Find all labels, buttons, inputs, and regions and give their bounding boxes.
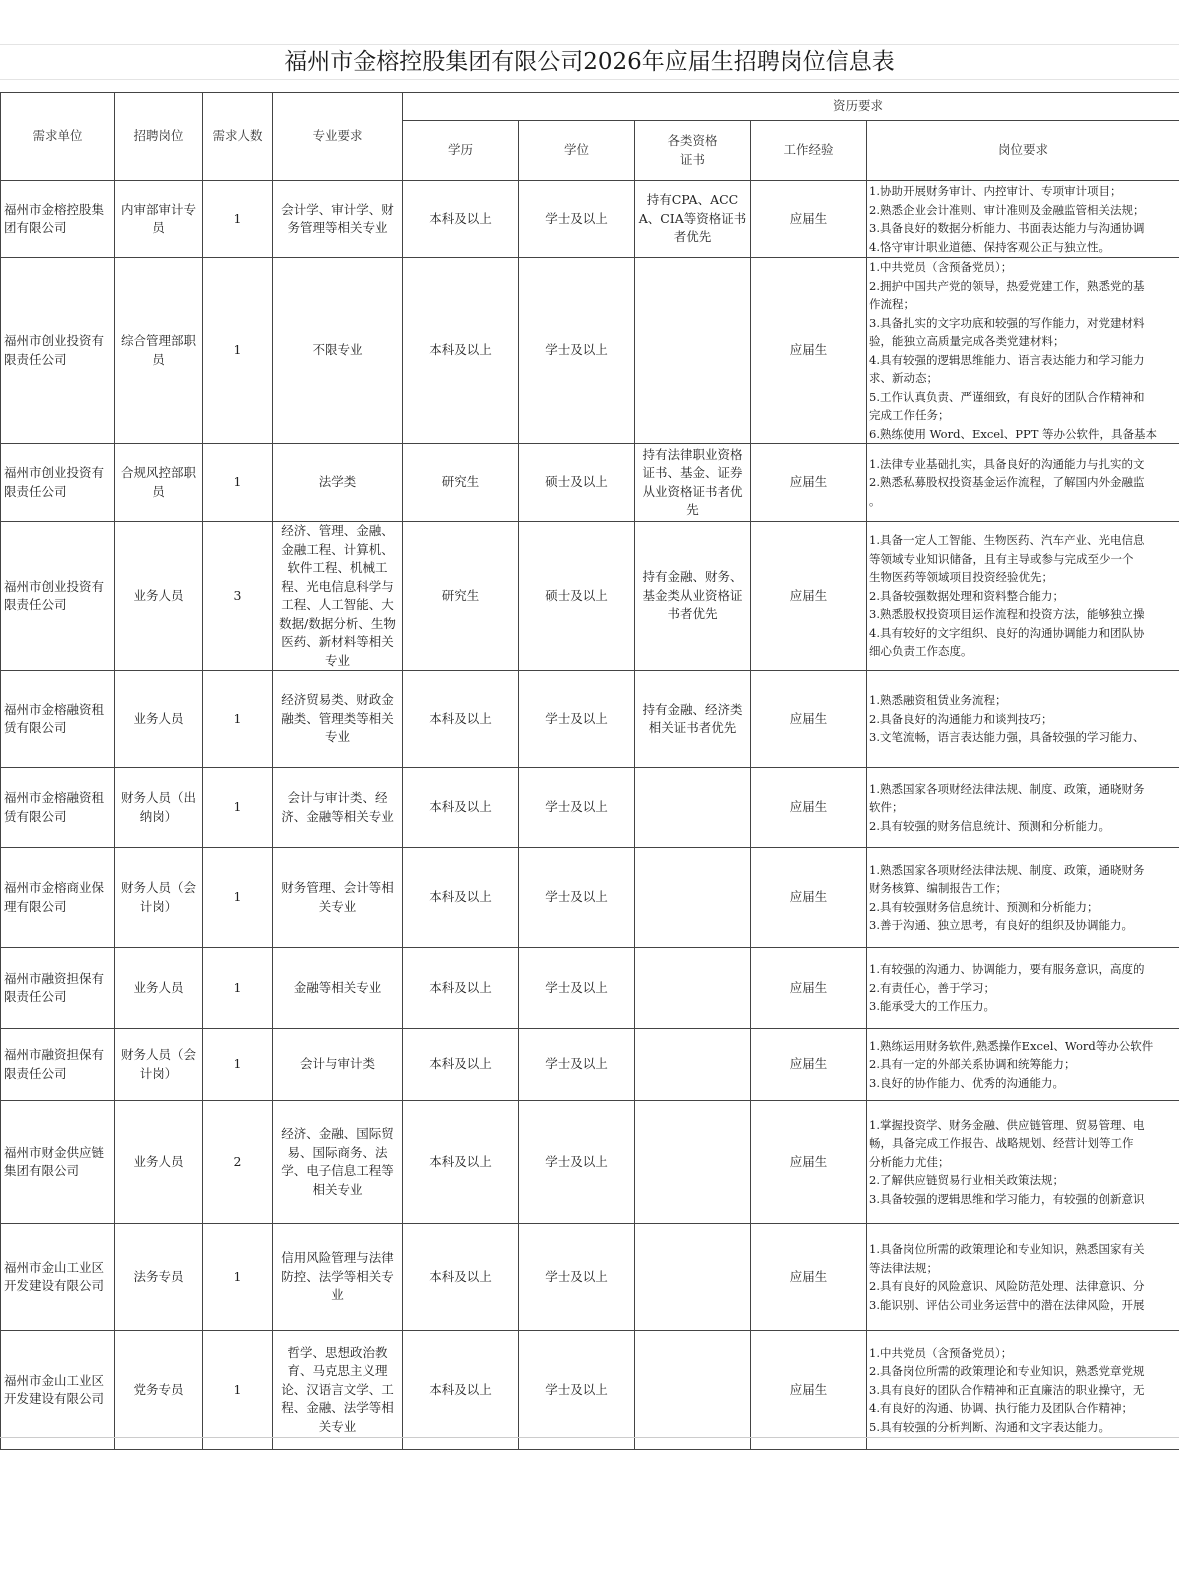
cell-experience: 应届生 — [751, 948, 867, 1029]
requirement-line: 4.具有较好的文字组织、良好的沟通协调能力和团队协 — [869, 625, 1145, 640]
requirement-line: 。 — [869, 493, 881, 508]
cell-major: 金融等相关专业 — [273, 948, 403, 1029]
cell-position: 综合管理部职员 — [115, 258, 203, 444]
page-title: 福州市金榕控股集团有限公司2026年应届生招聘岗位信息表 — [284, 49, 895, 75]
table-row — [1, 1224, 1179, 1331]
cell-count: 1 — [203, 181, 273, 258]
cell-unit: 福州市金山工业区开发建设有限公司 — [1, 1224, 115, 1331]
cell-education: 本科及以上 — [403, 1029, 519, 1101]
table-row — [1, 181, 1179, 258]
cell-position: 财务人员（出纳岗） — [115, 768, 203, 848]
cell-requirements — [867, 671, 1179, 768]
requirement-line: 1.熟练运用财务软件,熟悉操作Excel、Word等办公软件 — [869, 1038, 1154, 1053]
requirement-line: 3.熟悉股权投资项目运作流程和投资方法，能够独立操 — [869, 607, 1145, 622]
cell-count: 1 — [203, 1029, 273, 1101]
requirement-line: 细心负责工作态度。 — [869, 644, 973, 659]
cell-position: 党务专员 — [115, 1331, 203, 1450]
requirement-line: 1.中共党员（含预备党员）； — [869, 1345, 1013, 1360]
cell-education: 本科及以上 — [403, 948, 519, 1029]
cell-certificate: 持有金融、财务、基金类从业资格证书者优先 — [635, 522, 751, 671]
table-row — [1, 768, 1179, 848]
requirement-line: 等领域专业知识储备，且有主导或参与完成至少一个 — [869, 551, 1134, 566]
header-experience: 工作经验 — [751, 121, 867, 181]
table-row — [1, 671, 1179, 768]
requirement-line: 2.具有一定的外部关系协调和统筹能力； — [869, 1057, 1076, 1072]
cell-education: 本科及以上 — [403, 181, 519, 258]
cell-degree: 学士及以上 — [519, 181, 635, 258]
cell-education: 本科及以上 — [403, 671, 519, 768]
cell-count: 1 — [203, 768, 273, 848]
table-row — [1, 258, 1179, 444]
cell-experience: 应届生 — [751, 768, 867, 848]
requirement-line: 2.具有较强财务信息统计、预测和分析能力； — [869, 899, 1099, 914]
cell-degree: 学士及以上 — [519, 671, 635, 768]
cell-major: 不限专业 — [273, 258, 403, 444]
header-major: 专业要求 — [273, 93, 403, 181]
cell-requirements — [867, 444, 1179, 522]
cell-major: 经济、金融、国际贸易、国际商务、法学、电子信息工程等相关专业 — [273, 1101, 403, 1224]
requirement-line: 1.熟悉融资租赁业务流程； — [869, 693, 1007, 708]
cell-unit: 福州市金榕商业保理有限公司 — [1, 848, 115, 948]
cell-degree: 硕士及以上 — [519, 444, 635, 522]
cell-experience: 应届生 — [751, 848, 867, 948]
cell-experience: 应届生 — [751, 522, 867, 671]
requirement-line: 2.具备较强数据处理和资料整合能力； — [869, 588, 1064, 603]
cell-count: 1 — [203, 258, 273, 444]
cell-unit: 福州市金榕融资租赁有限公司 — [1, 671, 115, 768]
requirement-line: 2.具有良好的风险意识、风险防范处理、法律意识、分 — [869, 1279, 1145, 1293]
cell-position: 财务人员（会计岗） — [115, 1029, 203, 1101]
job-table — [0, 92, 1179, 1450]
requirement-line: 3.具备较强的逻辑思维和学习能力，有较强的创新意识 — [869, 1191, 1145, 1206]
requirement-line: 2.熟悉企业会计准则、审计准则及金融监管相关法规； — [869, 202, 1145, 217]
requirement-line: 6.熟练使用 Word、Excel、PPT 等办公软件，具备基本 — [869, 426, 1158, 441]
cell-requirements — [867, 1101, 1179, 1224]
table-row — [1, 848, 1179, 948]
cell-certificate — [635, 1029, 751, 1101]
cell-unit: 福州市金山工业区开发建设有限公司 — [1, 1331, 115, 1450]
cell-requirements — [867, 522, 1179, 671]
cell-education: 本科及以上 — [403, 258, 519, 444]
cell-requirements — [867, 1331, 1179, 1450]
cell-unit: 福州市创业投资有限责任公司 — [1, 258, 115, 444]
cell-certificate — [635, 768, 751, 848]
cell-count: 3 — [203, 522, 273, 671]
cell-certificate — [635, 258, 751, 444]
cell-certificate — [635, 1331, 751, 1450]
cell-experience: 应届生 — [751, 1029, 867, 1101]
table-row — [1, 1029, 1179, 1101]
cell-count: 1 — [203, 1224, 273, 1331]
cell-unit: 福州市融资担保有限责任公司 — [1, 1029, 115, 1101]
cell-education: 本科及以上 — [403, 1101, 519, 1224]
cell-requirements — [867, 181, 1179, 258]
cell-unit: 福州市创业投资有限责任公司 — [1, 444, 115, 522]
cell-major: 会计与审计类、经济、金融等相关专业 — [273, 768, 403, 848]
cell-degree: 学士及以上 — [519, 258, 635, 444]
cell-degree: 学士及以上 — [519, 948, 635, 1029]
header-count: 需求人数 — [203, 93, 273, 181]
cell-major: 财务管理、会计等相关专业 — [273, 848, 403, 948]
requirement-line: 2.了解供应链贸易行业相关政策法规； — [869, 1173, 1064, 1188]
cell-requirements — [867, 1029, 1179, 1101]
cell-degree: 学士及以上 — [519, 1101, 635, 1224]
requirement-line: 软件； — [869, 800, 904, 815]
requirement-line: 4.具有较强的逻辑思维能力、语言表达能力和学习能力 — [869, 352, 1145, 367]
requirement-line: 1.有较强的沟通力、协调能力，要有服务意识，高度的 — [869, 962, 1145, 977]
cell-experience: 应届生 — [751, 1101, 867, 1224]
requirement-line: 4.有良好的沟通、协调、执行能力及团队合作精神； — [869, 1401, 1133, 1416]
cell-experience: 应届生 — [751, 1224, 867, 1331]
requirement-line: 1.熟悉国家各项财经法律法规、制度、政策，通晓财务 — [869, 862, 1145, 877]
requirement-line: 5.工作认真负责、严谨细致，有良好的团队合作精神和 — [869, 389, 1145, 404]
cell-major: 经济、管理、金融、金融工程、计算机、软件工程、机械工程、光电信息科学与工程、人工智能、大数据/数据分析、生物医药、新材料等相关专业 — [273, 522, 403, 671]
cell-experience: 应届生 — [751, 181, 867, 258]
table-row — [1, 444, 1179, 522]
cell-education: 研究生 — [403, 444, 519, 522]
cell-position: 业务人员 — [115, 1101, 203, 1224]
cell-requirements — [867, 1224, 1179, 1331]
requirement-line: 3.具备良好的数据分析能力、书面表达能力与沟通协调 — [869, 221, 1145, 235]
requirement-line: 2.拥护中国共产党的领导，热爱党建工作，熟悉党的基 — [869, 278, 1145, 293]
cell-experience: 应届生 — [751, 444, 867, 522]
cell-count: 1 — [203, 444, 273, 522]
requirement-line: 1.熟悉国家各项财经法律法规、制度、政策，通晓财务 — [869, 781, 1145, 796]
cell-education: 本科及以上 — [403, 1331, 519, 1450]
cell-certificate — [635, 848, 751, 948]
requirement-line: 求、新动态； — [869, 371, 938, 385]
cell-count: 1 — [203, 948, 273, 1029]
requirement-line: 3.具有良好的团队合作精神和正直廉洁的职业操守，无 — [869, 1382, 1145, 1397]
requirement-line: 1.中共党员（含预备党员）； — [869, 260, 1013, 274]
requirement-line: 1.掌握投资学、财务金融、供应链管理、贸易管理、电 — [869, 1117, 1145, 1132]
table-row — [1, 1331, 1179, 1450]
requirement-line: 畅，具备完成工作报告、战略规划、经营计划等工作 — [869, 1136, 1134, 1151]
cell-requirements — [867, 848, 1179, 948]
cell-requirements — [867, 768, 1179, 848]
cell-count: 1 — [203, 848, 273, 948]
header-position: 招聘岗位 — [115, 93, 203, 181]
cell-degree: 学士及以上 — [519, 1331, 635, 1450]
requirement-line: 2.具备良好的沟通能力和谈判技巧； — [869, 711, 1053, 726]
cell-major: 信用风险管理与法律防控、法学等相关专业 — [273, 1224, 403, 1331]
header-requirements: 岗位要求 — [867, 121, 1179, 181]
requirement-line: 完成工作任务； — [869, 408, 950, 422]
requirement-line: 3.善于沟通、独立思考，有良好的组织及协调能力。 — [869, 918, 1133, 932]
cell-education: 研究生 — [403, 522, 519, 671]
cell-certificate — [635, 1224, 751, 1331]
cell-certificate — [635, 948, 751, 1029]
requirement-line: 3.能承受大的工作压力。 — [869, 999, 995, 1014]
cell-position: 业务人员 — [115, 671, 203, 768]
cell-unit: 福州市金榕控股集团有限公司 — [1, 181, 115, 258]
cell-count: 2 — [203, 1101, 273, 1224]
cell-position: 财务人员（会计岗） — [115, 848, 203, 948]
cell-degree: 学士及以上 — [519, 848, 635, 948]
header-certificate: 各类资格证书 — [635, 121, 751, 181]
cell-certificate: 持有法律职业资格证书、基金、证券从业资格证书者优先 — [635, 444, 751, 522]
table-row — [1, 522, 1179, 671]
cell-experience: 应届生 — [751, 671, 867, 768]
requirement-line: 3.文笔流畅，语言表达能力强，具备较强的学习能力、 — [869, 730, 1145, 745]
cell-unit: 福州市财金供应链集团有限公司 — [1, 1101, 115, 1224]
bottom-divider — [0, 1437, 1179, 1438]
requirement-line: 分析能力尤佳； — [869, 1154, 950, 1169]
cell-certificate: 持有金融、经济类相关证书者优先 — [635, 671, 751, 768]
cell-position: 业务人员 — [115, 522, 203, 671]
header-education: 学历 — [403, 121, 519, 181]
requirement-line: 1.协助开展财务审计、内控审计、专项审计项目； — [869, 184, 1122, 198]
cell-unit: 福州市金榕融资租赁有限公司 — [1, 768, 115, 848]
cell-requirements — [867, 258, 1179, 444]
requirement-line: 作流程； — [869, 297, 915, 311]
cell-experience: 应届生 — [751, 258, 867, 444]
requirement-line: 2.熟悉私募股权投资基金运作流程，了解国内外金融监 — [869, 475, 1145, 490]
cell-count: 1 — [203, 671, 273, 768]
cell-position: 业务人员 — [115, 948, 203, 1029]
requirement-line: 生物医药等领域项目投资经验优先； — [869, 570, 1053, 585]
requirement-line: 2.具有较强的财务信息统计、预测和分析能力。 — [869, 818, 1110, 833]
cell-unit: 福州市融资担保有限责任公司 — [1, 948, 115, 1029]
requirement-line: 财务核算、编制报告工作； — [869, 881, 1007, 895]
requirement-line: 4.恪守审计职业道德、保持客观公正与独立性。 — [869, 239, 1110, 254]
table-row — [1, 1101, 1179, 1224]
requirement-line: 1.具备岗位所需的政策理论和专业知识，熟悉国家有关 — [869, 1242, 1145, 1256]
requirement-line: 3.具备扎实的文字功底和较强的写作能力，对党建材料 — [869, 315, 1145, 330]
requirement-line: 等法律法规； — [869, 1260, 938, 1275]
cell-major: 法学类 — [273, 444, 403, 522]
cell-certificate — [635, 1101, 751, 1224]
requirement-line: 2.具备岗位所需的政策理论和专业知识，熟悉党章党规 — [869, 1364, 1145, 1379]
cell-certificate: 持有CPA、ACCA、CIA等资格证书者优先 — [635, 181, 751, 258]
cell-degree: 学士及以上 — [519, 768, 635, 848]
requirement-line: 1.法律专业基础扎实，具备良好的沟通能力与扎实的文 — [869, 456, 1145, 471]
header-qualification-group: 资历要求 — [403, 93, 1179, 121]
requirement-line: 3.能识别、评估公司业务运营中的潜在法律风险，开展 — [869, 1297, 1145, 1312]
cell-experience: 应届生 — [751, 1331, 867, 1450]
cell-degree: 学士及以上 — [519, 1029, 635, 1101]
cell-count: 1 — [203, 1331, 273, 1450]
table-row — [1, 948, 1179, 1029]
title-divider — [0, 79, 1179, 80]
requirement-line: 1.具备一定人工智能、生物医药、汽车产业、光电信息 — [869, 533, 1145, 548]
cell-position: 合规风控部职员 — [115, 444, 203, 522]
requirement-line: 验，能独立高质量完成各类党建材料； — [869, 334, 1065, 348]
cell-education: 本科及以上 — [403, 1224, 519, 1331]
cell-major: 会计与审计类 — [273, 1029, 403, 1101]
cell-degree: 硕士及以上 — [519, 522, 635, 671]
requirement-line: 5.具有较强的分析判断、沟通和文字表达能力。 — [869, 1419, 1110, 1434]
cell-requirements — [867, 948, 1179, 1029]
cell-position: 法务专员 — [115, 1224, 203, 1331]
requirement-line: 3.良好的协作能力、优秀的沟通能力。 — [869, 1075, 1064, 1090]
header-unit: 需求单位 — [1, 93, 115, 181]
header-degree: 学位 — [519, 121, 635, 181]
cell-education: 本科及以上 — [403, 848, 519, 948]
cell-unit: 福州市创业投资有限责任公司 — [1, 522, 115, 671]
cell-major: 经济贸易类、财政金融类、管理类等相关专业 — [273, 671, 403, 768]
cell-education: 本科及以上 — [403, 768, 519, 848]
cell-position: 内审部审计专员 — [115, 181, 203, 258]
cell-major: 会计学、审计学、财务管理等相关专业 — [273, 181, 403, 258]
requirement-line: 2.有责任心，善于学习； — [869, 980, 995, 995]
cell-major: 哲学、思想政治教育、马克思主义理论、汉语言文学、工程、金融、法学等相关专业 — [273, 1331, 403, 1450]
cell-degree: 学士及以上 — [519, 1224, 635, 1331]
